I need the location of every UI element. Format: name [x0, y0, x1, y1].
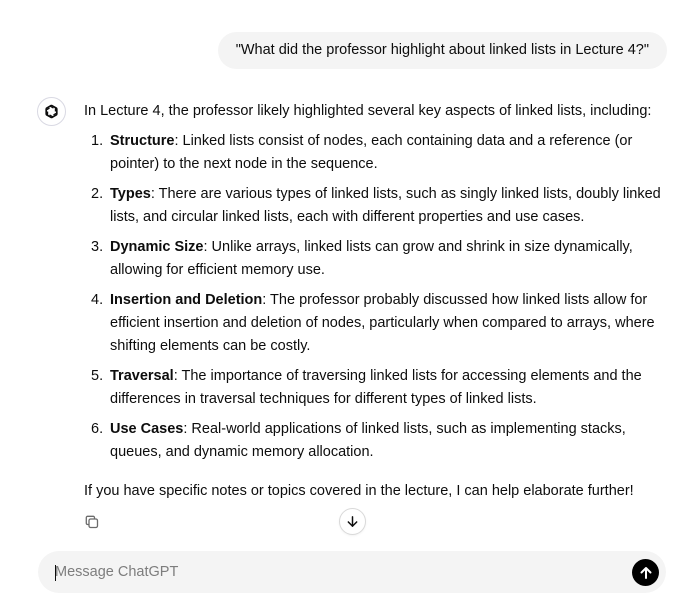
list-item-title: Dynamic Size — [110, 239, 204, 255]
list-item — [84, 365, 669, 411]
list-item — [84, 418, 669, 464]
list-item-title: Traversal — [110, 368, 174, 384]
list-item-title: Insertion and Deletion — [110, 292, 263, 308]
list-item-number: 4. — [91, 292, 104, 308]
send-button[interactable] — [632, 559, 659, 586]
copy-button[interactable] — [84, 514, 100, 530]
list-item-text: : Unlike arrays, linked lists can grow and shrink in size dynamically, allowing for efficient memory use. — [110, 239, 633, 278]
message-composer — [38, 551, 666, 593]
list-item — [84, 236, 669, 282]
list-item — [84, 130, 669, 176]
list-item-number: 3. — [91, 239, 104, 255]
text-caret — [55, 565, 56, 581]
message-input[interactable] — [55, 551, 615, 593]
arrow-up-icon — [639, 566, 653, 580]
list-item-number: 6. — [91, 421, 104, 437]
list-item-title: Structure — [110, 133, 175, 149]
assistant-outro: If you have specific notes or topics covered in the lecture, I can help elaborate further! — [84, 483, 634, 499]
list-item-text: : Real-world applications of linked lists, such as implementing stacks, queues, and dynamic memory allocation. — [110, 421, 626, 460]
list-item-text: : There are various types of linked lists, such as singly linked lists, doubly linked lists, and circular linked lists, each with different properties and use cases. — [110, 186, 661, 225]
key-points-list — [84, 130, 669, 464]
copy-icon — [84, 514, 100, 530]
list-item-number: 5. — [91, 368, 104, 384]
assistant-avatar — [37, 97, 66, 126]
assistant-message — [84, 100, 669, 503]
assistant-intro: In Lecture 4, the professor likely highlighted several key aspects of linked lists, including: — [84, 103, 652, 119]
user-message-bubble: "What did the professor highlight about linked lists in Lecture 4?" — [218, 32, 667, 69]
scroll-to-bottom-button[interactable] — [339, 508, 366, 535]
list-item-number: 1. — [91, 133, 104, 149]
list-item — [84, 289, 669, 358]
list-item-text: : The importance of traversing linked lists for accessing elements and the differences in traversal techniques for different types of linked lists. — [110, 368, 642, 407]
openai-logo-icon — [42, 102, 61, 121]
list-item-title: Use Cases — [110, 421, 184, 437]
list-item-text: : The professor probably discussed how linked lists allow for efficient insertion and deletion of nodes, particularly when compared to arrays, where shifting elements can be costly. — [110, 292, 655, 354]
arrow-down-icon — [346, 515, 359, 528]
list-item-title: Types — [110, 186, 151, 202]
list-item — [84, 183, 669, 229]
list-item-text: : Linked lists consist of nodes, each containing data and a reference (or pointer) to the next node in the sequence. — [110, 133, 633, 172]
list-item-number: 2. — [91, 186, 104, 202]
